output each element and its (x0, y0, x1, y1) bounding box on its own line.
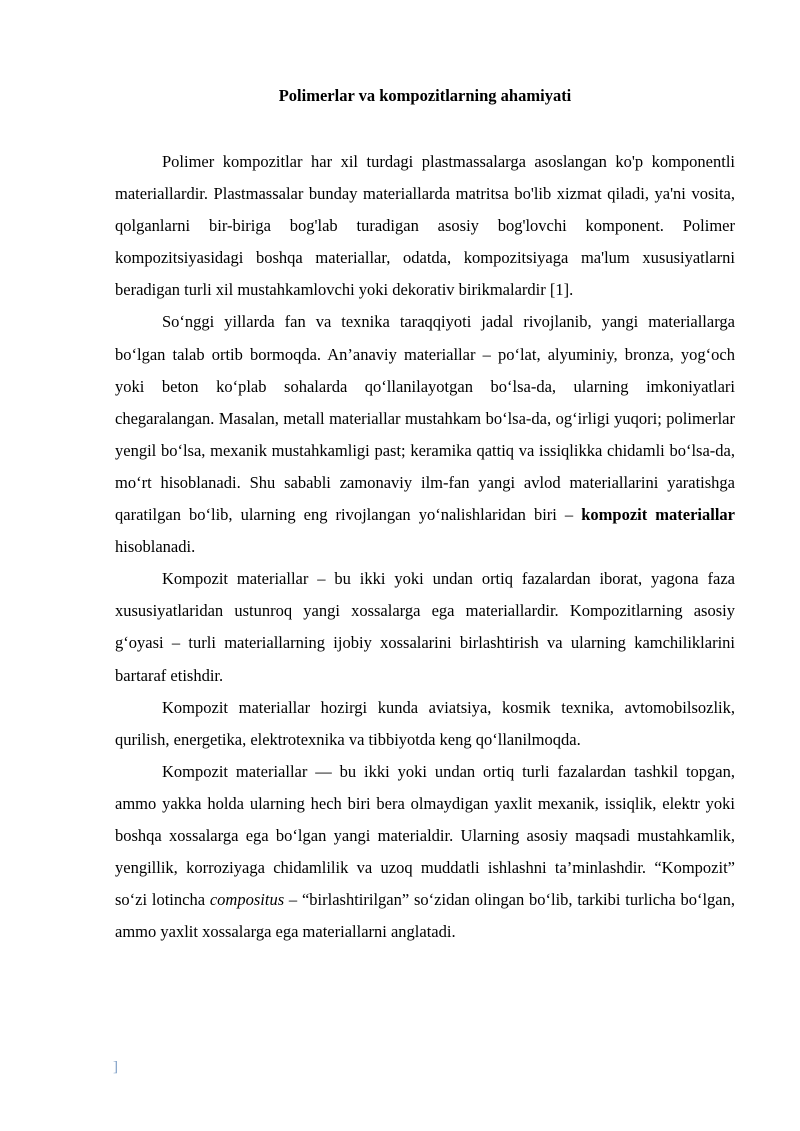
paragraph (115, 306, 735, 563)
paragraph (115, 756, 735, 949)
text-run: Kompozit materiallar hozirgi kunda aviatsiya, kosmik texnika, avtomobilsozlik, qurilish, energetika, elektrotexnika va tibbiyotda keng qoʻllanilmoqda. (115, 697, 735, 749)
document-title: Polimerlar va kompozitlarning ahamiyati (278, 86, 572, 105)
text-run: hisoblanadi. (115, 537, 196, 557)
paragraph (115, 692, 735, 756)
text-run: Kompozit materiallar — bu ikki yoki undan ortiq turli fazalardan tashkil topgan, ammo yakka holda ularning hech biri bera olmaydigan yaxlit mexanik, issiqlik, elektr yoki boshqa xossalarga ega boʻlgan yangi materialdir. Ularning asosiy maqsadi mustahkamlik, yengillik, korroziyaga chidamlilik va uzoq muddatli ishlashni ta’minlashdir. “Kompozit” soʻzi lotincha (115, 761, 735, 910)
text-run: Kompozit materiallar – bu ikki yoki undan ortiq fazalardan iborat, yagona faza xususiyatlaridan ustunroq yangi xossalarga ega materiallardir. Kompozitlarning asosiy gʻoyasi – turli materiallarning ijobiy xossalarini birlashtirish va ularning kamchiliklarini bartaraf etishdir. (115, 569, 735, 685)
text-run: Polimer kompozitlar har xil turdagi plastmassalarga asoslangan ko'p komponentli materiallardir. Plastmassalar bunday materiallarda matritsa bo'lib xizmat qiladi, ya'ni vosita, qolganlarni bir-biriga bog'lab turadigan asosiy bog'lovchi komponent. Polimer kompozitsiyasidagi boshqa materiallar, odatda, kompozitsiyaga ma'lum xususiyatlarni beradigan turli xil mustahkamlovchi yoki dekorativ birikmalardir [1]. (115, 152, 735, 300)
paragraph (115, 146, 735, 306)
bookmark-bracket: ] (113, 1059, 118, 1075)
text-run: kompozit materiallar (581, 505, 735, 525)
document-body (115, 146, 735, 948)
text-run: compositus (209, 890, 285, 910)
text-run: – “birlashtirilgan” soʻzidan olingan boʻlib, tarkibi turlicha boʻlgan, ammo yaxlit xossalarga ega materiallarni anglatadi. (115, 890, 735, 942)
paragraph (115, 563, 735, 691)
text-run: Soʻnggi yillarda fan va texnika taraqqiyoti jadal rivojlanib, yangi materiallarga boʻlgan talab ortib bormoqda. An’anaviy materiallar – poʻlat, alyuminiy, bronza, yogʻoch yoki beton koʻplab sohalarda qoʻllanilayotgan boʻlsa-da, ularning imkoniyatlari chegaralangan. Masalan, metall materiallar mustahkam boʻlsa-da, ogʻirligi yuqori; polimerlar yengil boʻlsa, mexanik mustahkamligi past; keramika qattiq va issiqlikka chidamli boʻlsa-da, moʻrt hisoblanadi. Shu sababli zamonaviy ilm-fan yangi avlod materiallarini yaratishga qaratilgan boʻlib, ularning eng rivojlangan yoʻnalishlaridan biri – (115, 312, 735, 525)
